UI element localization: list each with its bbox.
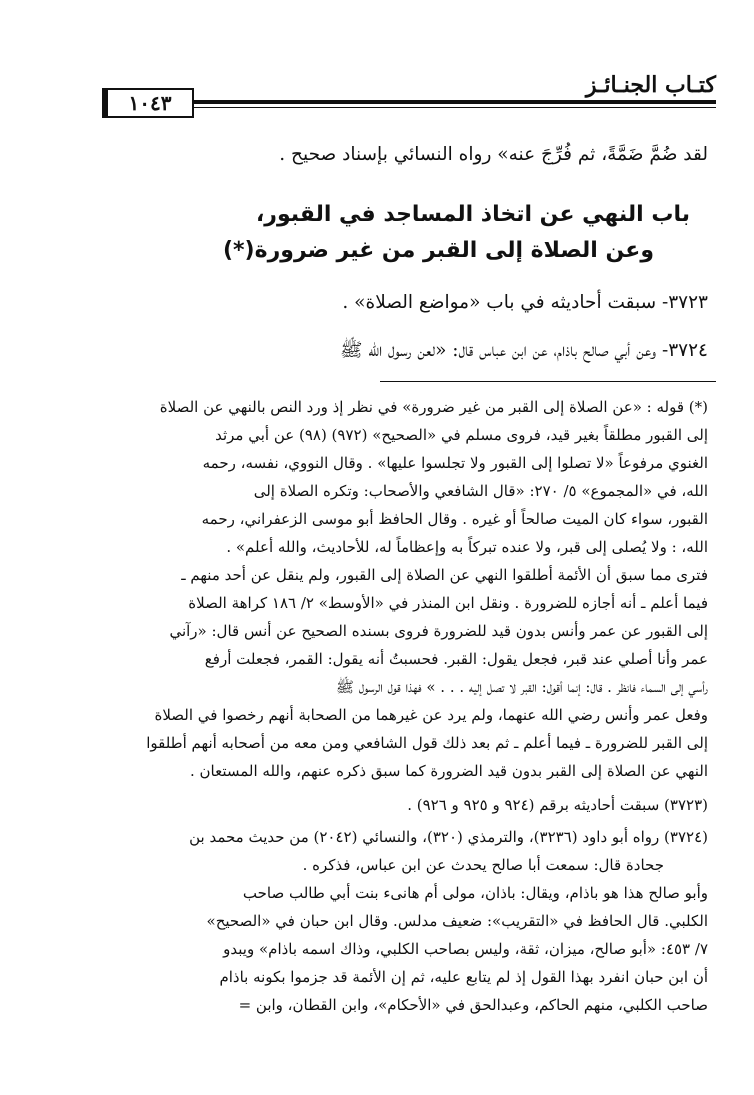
intro-line: لقد ضُمَّ ضَمَّةً، ثم فُرِّجَ عنه» رواه النسائي بإسناد صحيح . xyxy=(279,144,708,165)
footnote-line: صاحب الكلبي، منهم الحاكم، وعبدالحق في «الأحكام»، وابن القطان، وابن = xyxy=(238,996,708,1014)
header-rule-thin xyxy=(166,107,716,108)
footnote-separator xyxy=(380,381,716,382)
footnote-line: (٣٧٢٤) رواه أبو داود (٣٢٣٦)، والترمذي (٣٢٠)، والنسائي (٢٠٤٢) من حديث محمد بن xyxy=(189,828,708,846)
footnote-line: الكلبي. قال الحافظ في «التقريب»: ضعيف مدلس. وقال ابن حبان في «الصحيح» xyxy=(206,912,708,930)
footnote-line: جحادة قال: سمعت أبا صالح يحدث عن ابن عباس، فذكره . xyxy=(302,856,664,874)
hadith-3723: ٣٧٢٣- سبقت أحاديثه في باب «مواضع الصلاة» . xyxy=(342,292,708,313)
footnote-line: الغنوي مرفوعاً «لا تصلوا إلى القبور ولا تجلسوا عليها» . وقال النووي، نفسه، رحمه xyxy=(202,454,708,472)
footnote-line: إلى القبور مطلقاً بغير قيد، فروى مسلم في «الصحيح» (٩٧٢) (٩٨) عن أبي مرثد xyxy=(215,426,708,444)
footnote-line: عمر وأنا أصلي عند قبر، فجعل يقول: القبر. فحسبتُ أنه يقول: القمر، فجعلت أرفع xyxy=(204,650,708,668)
footnote-line: ٧/ ٤٥٣: «أبو صالح، ميزان، ثقة، وليس بصاحب الكلبي، وذاك اسمه باذام» ويبدو xyxy=(223,940,708,958)
footnote-line: النهي عن الصلاة إلى القبر بدون قيد الضرورة كما سبق ذكره عنهم، والله المستعان . xyxy=(189,762,708,780)
footnote-line: وأبو صالح هذا هو باذام، ويقال: باذان، مولى أم هانىء بنت أبي طالب صاحب xyxy=(242,884,708,902)
footnote-line: وفعل عمر وأنس رضي الله عنهما، ولم يرد عن غيرهما من الصحابة أنهم رخصوا في الصلاة xyxy=(154,706,708,724)
footnote-line: (*) قوله : «عن الصلاة إلى القبر من غير ضرورة» في نظر إذ ورد النص بالنهي عن الصلاة xyxy=(159,398,708,416)
footnote-line: القبور، سواء كان الميت صالحاً أو غيره . وقال الحافظ أبو موسى الزعفراني، رحمه xyxy=(201,510,708,528)
chapter-title-line-2: وعن الصلاة إلى القبر من غير ضرورة(*) xyxy=(223,238,654,263)
footnote-line: إلى القبر للضرورة ـ فيما أعلم ـ ثم بعد ذلك قول الشافعي ومن معه من أصحابه أنهم أطلقوا xyxy=(146,734,708,752)
running-title: كتـاب الجنـائـز xyxy=(585,72,716,98)
footnote-line: (٣٧٢٣) سبقت أحاديثه برقم (٩٢٤ و ٩٢٥ و ٩٢٦) . xyxy=(407,796,708,814)
page-header xyxy=(74,50,716,120)
footnote-line: إلى القبور عن عمر وأنس بدون قيد للضرورة فروى بسنده الصحيح عن أنس قال: «رآني xyxy=(169,622,708,640)
footnote-line: فترى مما سبق أن الأئمة أطلقوا النهي عن الصلاة إلى القبور، ولم ينقل عن أحد منهم ـ xyxy=(181,566,708,584)
footnote-line: رأسي إلى السماء فانظر . قال: إنما أقول: القبر لا تصل إليه . . . » فهذا قول الرسول ﷺ xyxy=(335,678,708,696)
page-number-box xyxy=(102,88,194,118)
page-number: ١٠٤٣ xyxy=(128,91,172,115)
footnote-line: الله، : ولا يُصلى إلى قبر، ولا عنده تبركاً به وإعظاماً له، للأحاديث، والله أعلم» . xyxy=(226,538,708,556)
footnote-line: الله، في «المجموع» ٥/ ٢٧٠: «قال الشافعي والأصحاب: وتكره الصلاة إلى xyxy=(253,482,708,500)
footnote-line: فيما أعلم ـ أنه أجازه للضرورة . ونقل ابن المنذر في «الأوسط» ٢/ ١٨٦ كراهة الصلاة xyxy=(188,594,708,612)
footnote-line: أن ابن حبان انفرد بهذا القول إذ لم يتابع عليه، ثم إن الأئمة قد جزموا بكونه باذام xyxy=(219,968,708,986)
hadith-3724: ٣٧٢٤- وعن أبي صالح باذام، عن ابن عباس قال: «لعن رسول الله ﷺ xyxy=(340,340,708,361)
header-rule-thick xyxy=(166,100,716,104)
chapter-title-line-1: باب النهي عن اتخاذ المساجد في القبور، xyxy=(255,202,690,227)
